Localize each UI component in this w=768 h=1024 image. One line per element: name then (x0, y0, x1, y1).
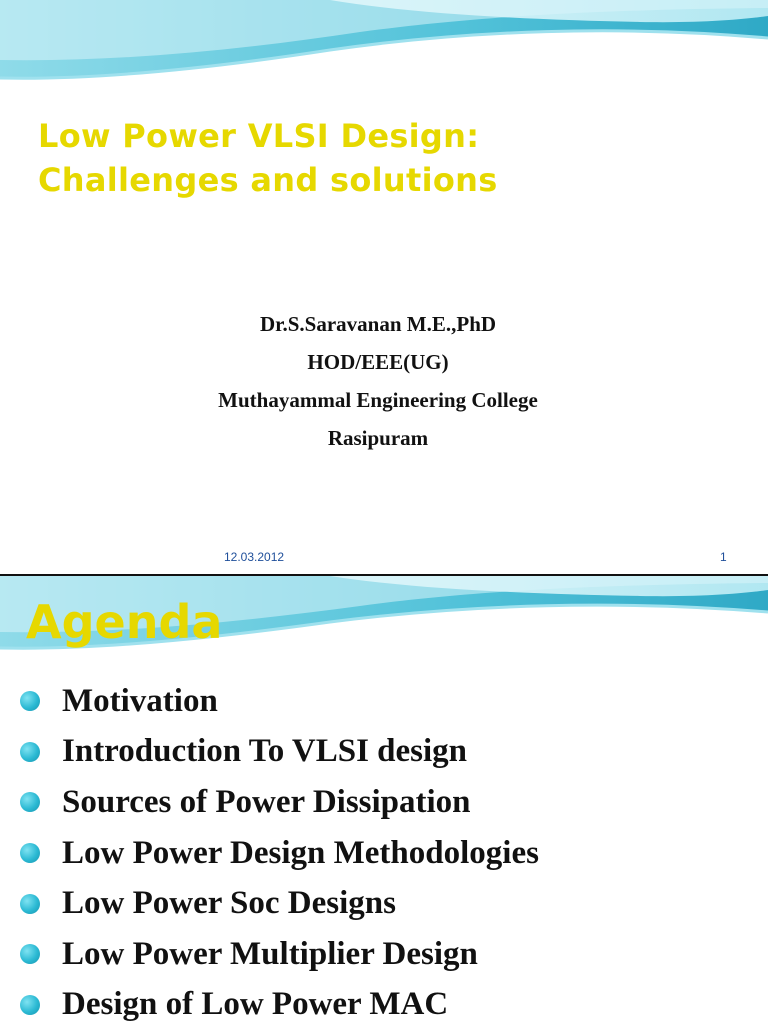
author-name: Dr.S.Saravanan M.E.,PhD (259, 312, 497, 336)
bullet-icon (20, 691, 40, 711)
slide-number: 1 (720, 550, 727, 564)
author-location: Rasipuram (327, 426, 429, 450)
slide-date: 12.03.2012 (224, 550, 285, 564)
list-item (20, 929, 539, 980)
agenda-item-label: Low Power Multiplier Design (62, 935, 478, 972)
agenda-item-label: Motivation (62, 682, 218, 719)
list-item (20, 727, 539, 778)
wave-header-decoration (0, 0, 768, 110)
list-item (20, 828, 539, 879)
title-line-2: Challenges and solutions (38, 161, 498, 199)
bullet-icon (20, 843, 40, 863)
bullet-icon (20, 742, 40, 762)
agenda-item-label: Low Power Design Methodologies (62, 834, 539, 871)
agenda-item-label: Sources of Power Dissipation (62, 783, 471, 820)
bullet-icon (20, 894, 40, 914)
agenda-item-label: Introduction To VLSI design (62, 733, 468, 770)
list-item (20, 980, 539, 1024)
list-item (20, 676, 539, 727)
slide-title (38, 114, 738, 202)
author-position: HOD/EEE(UG) (307, 350, 449, 374)
list-item (20, 777, 539, 828)
bullet-icon (20, 944, 40, 964)
agenda-item-label: Design of Low Power MAC (62, 986, 449, 1023)
agenda-title: Agenda (26, 595, 223, 649)
bullet-icon (20, 792, 40, 812)
author-institution: Muthayammal Engineering College (218, 388, 538, 412)
agenda-slide (0, 576, 768, 1024)
agenda-item-label: Low Power Soc Designs (62, 885, 396, 922)
author-block (0, 305, 756, 457)
title-line-1: Low Power VLSI Design: (38, 117, 480, 155)
bullet-icon (20, 995, 40, 1015)
list-item (20, 878, 539, 929)
agenda-list (20, 676, 539, 1024)
